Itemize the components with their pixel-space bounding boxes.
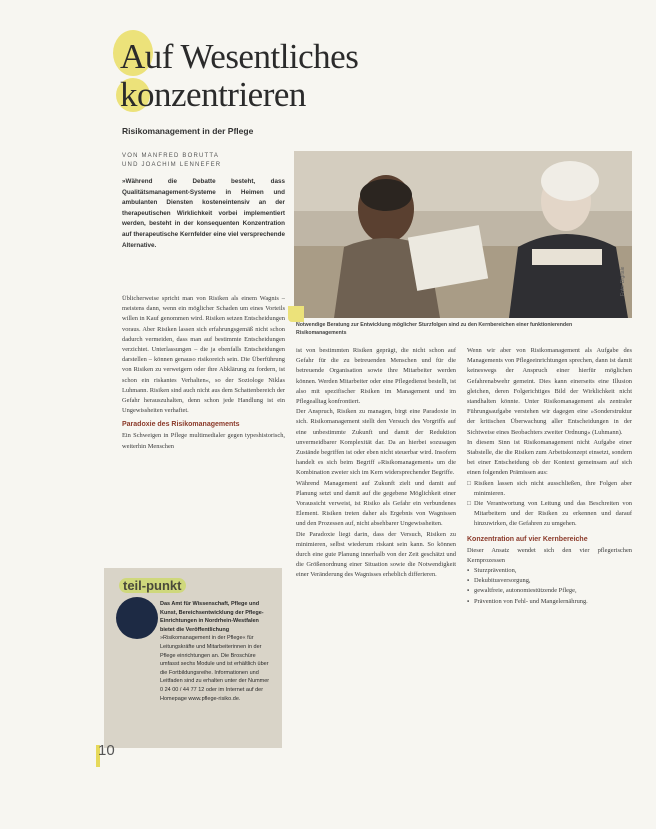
article-title (120, 38, 358, 114)
photo-caption: Notwendige Beratung zur Entwicklung möglicher Sturzfolgen sind zu den Kernbereichen einer funktionierenden Risikomanagements (296, 322, 573, 336)
column-1-paragraph: Üblicherweise spricht man von Risiken als einem Wagnis – meistens dann, wenn ein möglicher Schaden um eines Vorteils willen in Kauf genommen wird. Risiken setzen Entscheidungen voraus. Aber Risiken lassen sich erfahrungsgemäß nicht schon dadurch vermeiden, dass man auf bestimmte Entscheidungen verzichtet. Unterlassungen – die ja ebenfalls Entscheidungen darstellen – können genauso risikoreich sein. Die Überführung von Risiken zu verweigern oder ihre Abklärung zu fordern, ist schon ein riskantes Verhalten«, so der Soziologe Niklas Luhmann. Risiken sind auch nicht aus dem Schattenbereich der Gefahr herauszuhalten, denn schon jede Handlung ist ein Ungewissheiten verhaftet. (122, 295, 285, 415)
section-heading-kernbereiche: Konzentration auf vier Kernbereiche (467, 535, 588, 543)
column-2-paragraph-4: Die Paradoxie liegt darin, dass der Versuch, Risiken zu minimieren, selbst wiederum riskant sein kann. So können durch eine gute Planung innerhalb von der Zeit geschätzt und die Größenordnung einer Situation sowie die Notwendigkeit einer Veränderung des Wagnisses erheblich differieren. (296, 530, 456, 579)
core-process-item: ▪ Dekubitusversorgung, (467, 576, 632, 586)
core-process-item: ▪ Sturzprävention, (467, 566, 632, 576)
info-box-circle (116, 597, 158, 639)
column-2 (296, 346, 456, 581)
column-3-paragraph-3: Dieser Ansatz wendet sich den vier pflegerischen Kernprozessen (467, 546, 632, 564)
column-1 (122, 294, 285, 452)
photo-corner-accent (288, 306, 304, 322)
column-2-paragraph-2: Der Anspruch, Risiken zu managen, birgt eine Paradoxie in sich. Risikomanagement stellt den Versuch des Vorgriffs auf eine unbestimmte Zukunft und damit der Reduktion unvermeidbarer Komplexität dar. Da an hierbei sozusagen Zustände begriffen ist oder eben nicht steuerbar wird. Insofern handelt es sich beim Begriff »Risikomanagement« um die Kombination zweier sich im Kern widersprechender Begriffe. (296, 408, 456, 477)
info-box-text-bold: Das Amt für Wissenschaft, Pflege und Kunst, Bereichsentwicklung der Pflege-Einrichtungen in Nordrhein-Westfalen bietet die Veröffentlichung (160, 601, 264, 633)
photo-credit: Foto: Digitale (620, 266, 626, 296)
page-number: 10 (98, 742, 115, 759)
column-1-paragraph-2: Ein Schweigen in Pflege multimedialer gegen typeshistorisch, weiterhin Menschen (122, 432, 285, 450)
title-line-1: Auf Wesentliches (120, 37, 359, 76)
column-3-paragraph-1: Wenn wir aber von Risikomanagement als Aufgabe des Managements von Pflegeeinrichtungen sprechen, dann ist damit keineswegs der Anspruch einer hierfür möglichen Gefahrenabwehr gemeint. Dies kann einerseits eine Illusion gleichen, deren Folgerichtiges Bild der Wirklichkeit nicht standhalten könnte. Unter Risikomanagement als zentraler Führungsaufgabe verstehen wir dagegen eine »Sonderstruktur der kritischen Überwachung aller Entscheidungen in der Sichtweise eines Beobachters zweiter Ordnung« (Luhmann). (467, 347, 632, 436)
article-photo (294, 151, 632, 318)
premise-item: □ Risiken lassen sich nicht ausschließen, ihre Folgen aber minimieren. (467, 479, 632, 499)
author-line-2: UND JOACHIM LENNEFER (122, 162, 222, 168)
column-3-paragraph-2: In diesem Sinn ist Risikomanagement nicht Aufgabe einer Stabstelle, die die Risiken zum Arbeitskonzept einsetzt, sondern bei einer Entscheidung ob der Kontext gemeinsam auf sich einen folgenden Prämissen aus: (467, 438, 632, 477)
article-subtitle: Risikomanagement in der Pflege (122, 126, 254, 136)
info-box-tag: teil-punkt (119, 578, 186, 593)
column-2-paragraph-3: Während Management auf Zukunft zielt und damit auf Planung setzt und damit auf die gegebene Möglichkeit einer Voraussicht verweist, ist Risiko als Gefahr ein verbundenes Element. Risiken treten daher als Ergebnis von Wagnissen und den Prozessen auf, nicht absehbarer Ungewissheiten. (296, 479, 456, 528)
core-process-list (467, 566, 632, 607)
lead-paragraph: »Während die Debatte besteht, dass Qualitätsmanagement-Systeme in Heimen und ambulanten Diensten kosteneintensiv an der therapeutischen Wirklichkeit vorbei implementiert werden, besteht in der konsequenten Konzentration auf therapeutische Kernfelder eine viel versprechende Alternative. (122, 178, 285, 249)
premises-list (467, 479, 632, 530)
author-line-1: VON MANFRED BORUTTA (122, 153, 220, 159)
column-2-paragraph-1: ist von bestimmten Risiken geprägt, die nicht schon auf Gefahr für die zu betreuenden Menschen und für die betreuende Organisation sowie ihre Mitarbeiter werden können. Werden Mitarbeiter oder eine Pflegedienst bestellt, ist also mit spezifischer Risiken im Management und im Pflegealltag konfrontiert. (296, 347, 456, 406)
premise-item: □ Die Verantwortung von Leitung und das Beschreiten von Mitarbeitern und der Risiken zu erkennen und darauf hinzuwirken, die Gefahren zu umgehen. (467, 499, 632, 530)
core-process-item: ▪ Prävention von Fehl- und Mangelernährung. (467, 597, 632, 607)
photo-illustration (294, 151, 632, 318)
column-3 (467, 346, 632, 607)
info-box-text (160, 600, 273, 703)
info-box-text-body: »Risikomanagement in der Pflege« für Leitungskräfte und Mitarbeiterinnen in der Pflege einrichtungen an. Die Broschüre umfasst sechs Module und ist erhältlich über die Fortbildungsreihe. Informationen und Leitfaden sind zu erhalten unter der Nummer 0 24 00 / 44 77 12 oder im Internet auf der Homepage www.pflege-risiko.de. (160, 635, 270, 702)
title-line-2: konzentrieren (120, 75, 306, 114)
core-process-item: ▪ gewaltfreie, autonomiestützende Pflege, (467, 586, 632, 596)
author-byline (122, 152, 221, 170)
section-heading-paradoxie: Paradoxie des Risikomanagements (122, 421, 240, 429)
